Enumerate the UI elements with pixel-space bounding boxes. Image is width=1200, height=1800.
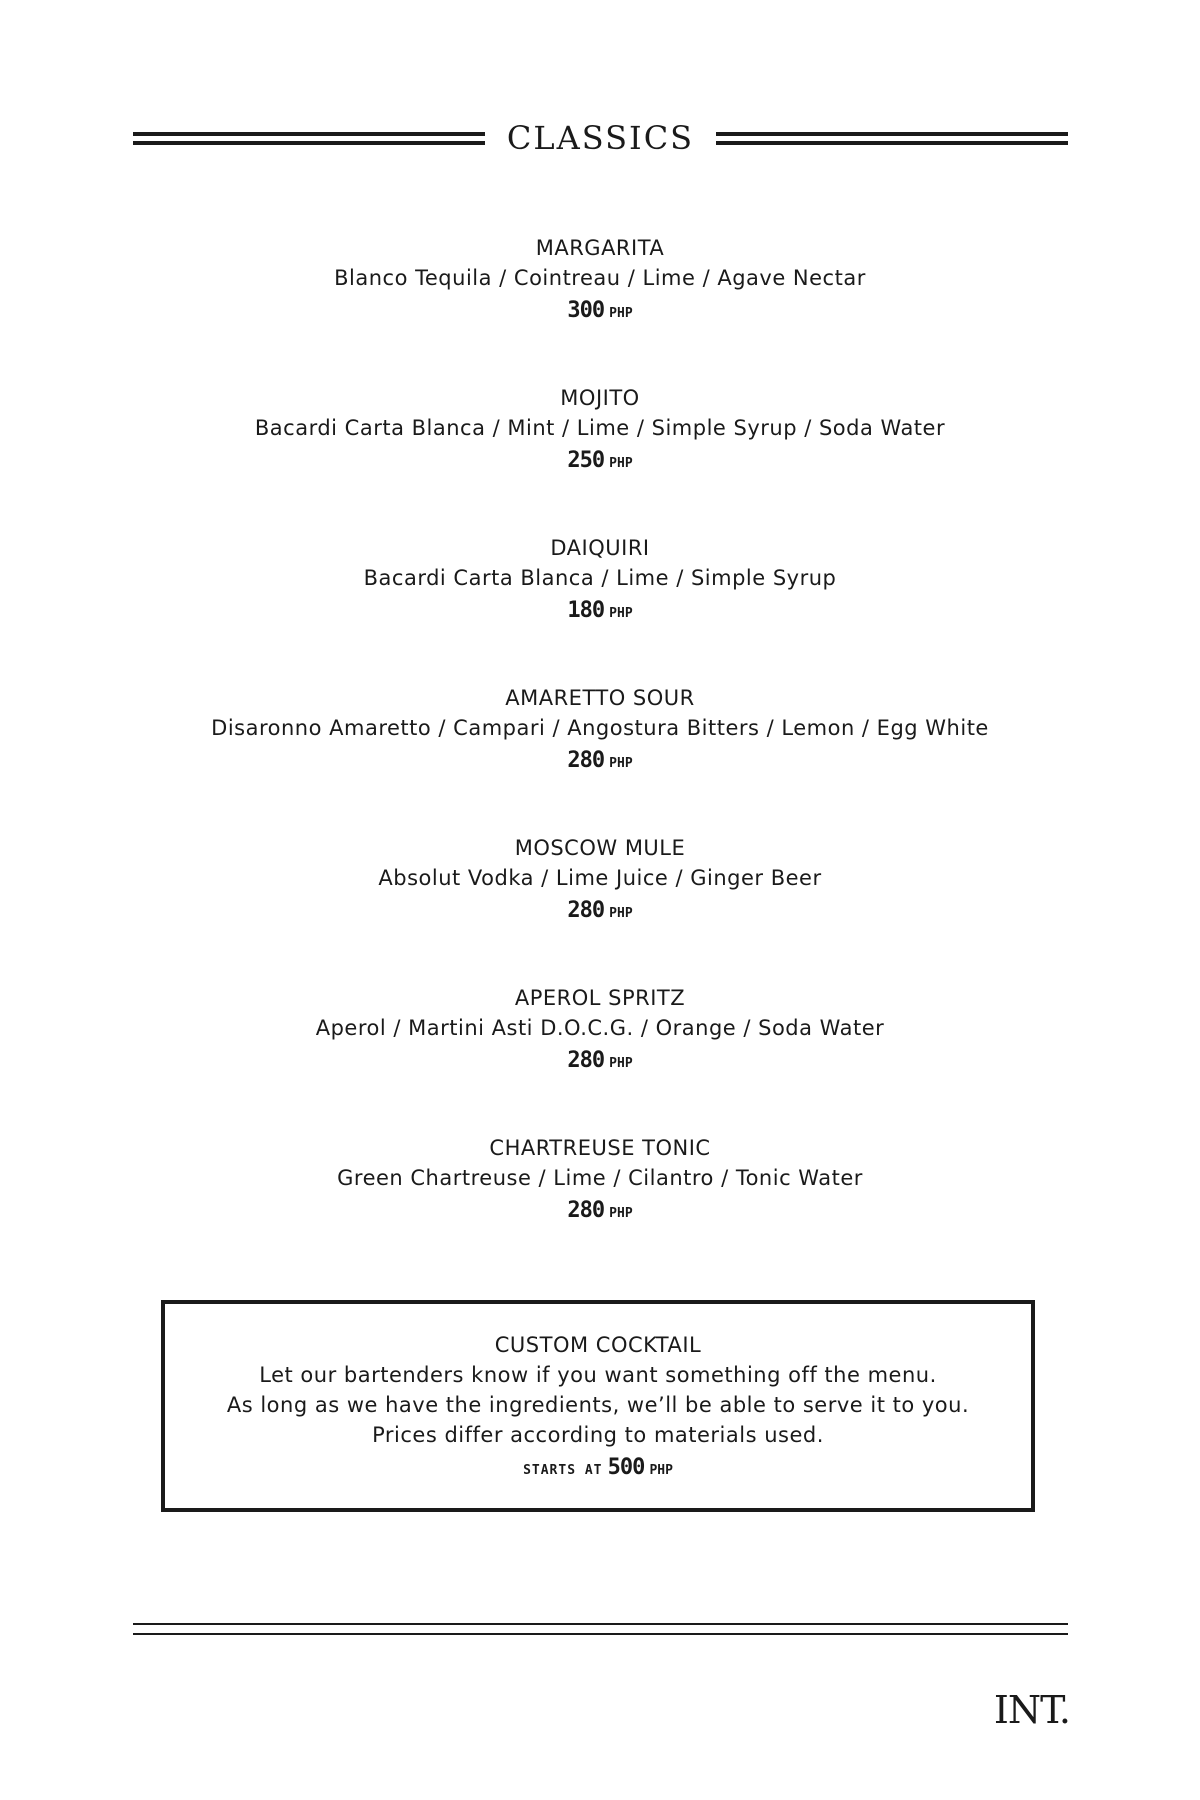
price-amount: 180 [567, 598, 605, 623]
price-currency: PHP [609, 906, 633, 921]
price-currency: PHP [609, 1056, 633, 1071]
menu-item-margarita [0, 233, 1200, 383]
item-ingredients: Green Chartreuse / Lime / Cilantro / Tonic Water [337, 1166, 863, 1190]
custom-cocktail-price [165, 1452, 1031, 1487]
header-rule-right [716, 132, 1068, 145]
item-name: MOJITO [560, 386, 640, 410]
starts-at-label: STARTS AT [523, 1463, 603, 1478]
price-currency: PHP [609, 306, 633, 321]
item-price [0, 1045, 1200, 1080]
footer-rule [133, 1623, 1068, 1635]
menu-items-list [0, 233, 1200, 1283]
item-price [0, 445, 1200, 480]
custom-cocktail-line-1: Let our bartenders know if you want something off the menu. [259, 1363, 937, 1387]
item-name: APEROL SPRITZ [514, 986, 686, 1010]
custom-cocktail-line-3: Prices differ according to materials used. [372, 1423, 824, 1447]
price-amount: 280 [567, 1048, 605, 1073]
item-name: DAIQUIRI [550, 536, 650, 560]
price-amount: 300 [567, 298, 605, 323]
price-amount: 280 [567, 748, 605, 773]
item-ingredients: Absolut Vodka / Lime Juice / Ginger Beer [378, 866, 822, 890]
item-ingredients: Aperol / Martini Asti D.O.C.G. / Orange / Soda Water [315, 1016, 885, 1040]
menu-item-aperol-spritz [0, 983, 1200, 1133]
menu-item-mojito [0, 383, 1200, 533]
custom-cocktail-title: CUSTOM COCKTAIL [494, 1333, 702, 1357]
menu-item-moscow-mule [0, 833, 1200, 983]
item-price [0, 1195, 1200, 1230]
section-title: CLASSICS [506, 119, 695, 157]
item-name: MARGARITA [535, 236, 665, 260]
price-currency: PHP [609, 756, 633, 771]
menu-item-daiquiri [0, 533, 1200, 683]
item-name: MOSCOW MULE [514, 836, 686, 860]
item-ingredients: Bacardi Carta Blanca / Lime / Simple Syrup [363, 566, 837, 590]
price-currency: PHP [649, 1463, 673, 1478]
item-price [0, 295, 1200, 330]
price-amount: 500 [607, 1455, 645, 1480]
custom-cocktail-line-2: As long as we have the ingredients, we’ll be able to serve it to you. [226, 1393, 970, 1417]
price-currency: PHP [609, 1206, 633, 1221]
menu-item-amaretto-sour [0, 683, 1200, 833]
brand-logo: INT. [993, 1688, 1070, 1732]
header-rule-left [133, 132, 485, 145]
custom-cocktail-box [161, 1300, 1035, 1512]
item-price [0, 745, 1200, 780]
price-amount: 280 [567, 898, 605, 923]
price-currency: PHP [609, 606, 633, 621]
price-amount: 250 [567, 448, 605, 473]
item-price [0, 595, 1200, 630]
item-name: AMARETTO SOUR [505, 686, 695, 710]
price-amount: 280 [567, 1198, 605, 1223]
item-name: CHARTREUSE TONIC [489, 1136, 711, 1160]
price-currency: PHP [609, 456, 633, 471]
menu-item-chartreuse-tonic [0, 1133, 1200, 1283]
item-ingredients: Bacardi Carta Blanca / Mint / Lime / Simple Syrup / Soda Water [254, 416, 946, 440]
section-header [133, 118, 1068, 158]
item-ingredients: Disaronno Amaretto / Campari / Angostura Bitters / Lemon / Egg White [211, 716, 989, 740]
item-ingredients: Blanco Tequila / Cointreau / Lime / Agave Nectar [334, 266, 866, 290]
item-price [0, 895, 1200, 930]
